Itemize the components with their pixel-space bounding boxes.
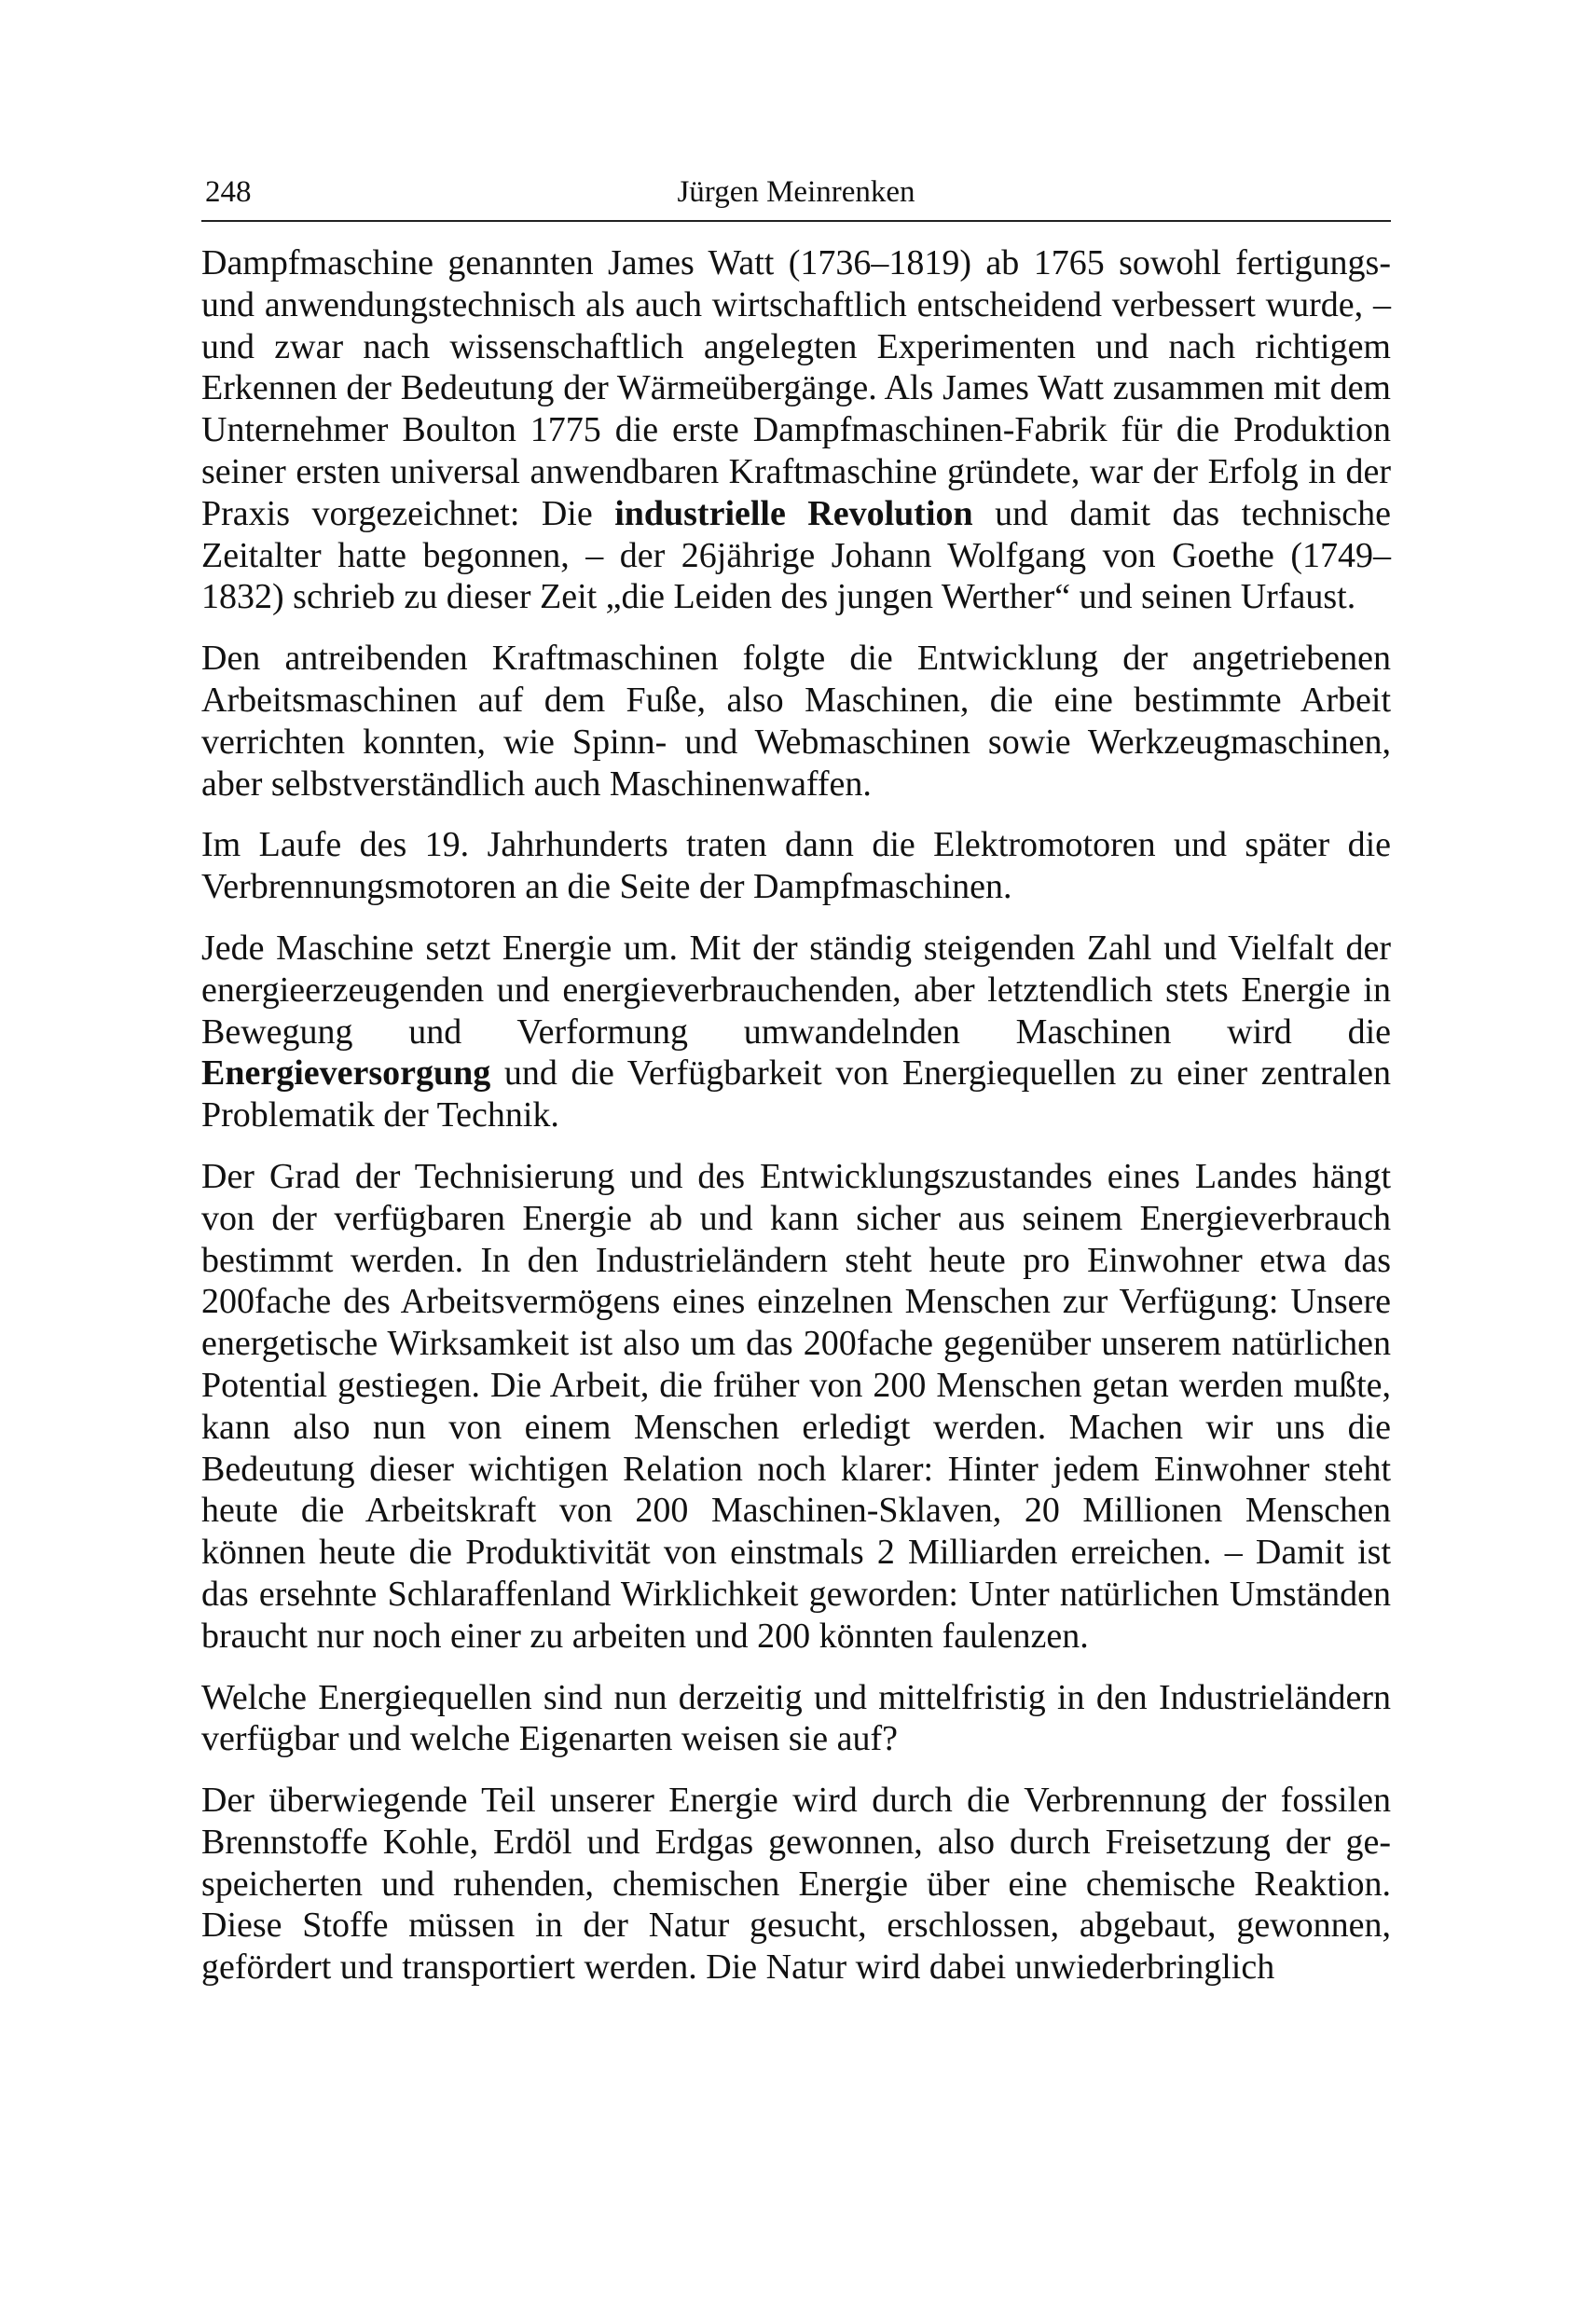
body-text — [201, 242, 1391, 1989]
text-run: Den antreibenden Kraftmaschinen folgte die Entwicklung der angetriebenen Arbeitsmaschinen auf dem Fuße, also Maschinen, die eine bestimmte Arbeit verrichten konnten, wie Spinn- und Webmaschinen sowie Werkzeugmaschinen, aber selbstverständlich auch Maschinenwaffen. — [201, 639, 1391, 804]
bold-term: Energieversorgung — [201, 1053, 491, 1094]
paragraph — [201, 242, 1391, 618]
book-page — [201, 164, 1391, 1989]
paragraph — [201, 1156, 1391, 1658]
text-run: Jede Maschine setzt Energie um. Mit der ständig steigenden Zahl und Vielfalt der energieerzeugenden und energieverbrauchenden, aber letztendlich stets Energie in Bewegung und Verformung umwandelnden Maschinen wird die — [201, 928, 1391, 1052]
running-header — [201, 164, 1391, 222]
text-run: Dampfmaschine genannten James Watt (1736–1819) ab 1765 sowohl fertigungs- und anwendungstechnisch als auch wirtschaftlich entscheidend verbessert wurde, – und zwar nach wissenschaftlich angelegten Experimenten und nach richtigem Erkennen der Bedeutung der Wärmeübergänge. Als James Watt zusammen mit dem Unternehmer Boulton 1775 die erste Dampfmaschinen-Fabrik für die Produktion seiner ersten universal anwendbaren Kraftmaschine gründete, war der Erfolg in der Praxis vorgezeichnet: Die — [201, 243, 1391, 533]
running-title: Jürgen Meinrenken — [677, 175, 915, 209]
paragraph — [201, 1677, 1391, 1761]
paragraph — [201, 1780, 1391, 1989]
bold-term: industrielle Revolution — [614, 493, 973, 533]
paragraph — [201, 638, 1391, 805]
text-run: Der überwiegende Teil unserer Energie wird durch die Verbrennung der fossilen Brennstoffe Kohle, Erdöl und Erdgas gewonnen, also durch Freisetzung der gespeicherten und ruhenden, chemischen Energie über eine chemische Reaktion. Diese Stoffe müssen in der Natur gesucht, erschlossen, abgebaut, gewonnen, gefördert und transportiert werden. Die Natur wird dabei unwiederbringlich — [201, 1781, 1391, 1988]
text-run: Welche Energiequellen sind nun derzeitig und mittelfristig in den Industrieländern verfügbar und welche Eigenarten weisen sie auf? — [201, 1677, 1391, 1759]
text-run: und damit das technische Zeitalter hatte begonnen, – der 26jährige Johann Wolfgang von Goethe (1749–1832) schrieb zu dieser Zeit „die Leiden des jungen Werther“ und seinen Urfaust. — [201, 493, 1391, 617]
text-run: Im Laufe des 19. Jahrhunderts traten dann die Elektromotoren und später die Verbrennungsmotoren an die Seite der Dampfmaschinen. — [201, 825, 1391, 907]
text-run: und die Verfügbarkeit von Energiequellen zu einer zentralen Problematik der Technik. — [201, 1053, 1391, 1135]
page-number: 248 — [205, 175, 252, 209]
text-run: Der Grad der Technisierung und des Entwicklungszustandes eines Landes hängt von der verfügbaren Energie ab und kann sicher aus seinem Energieverbrauch bestimmt werden. In den Industrieländern steht heute pro Einwohner etwa das 200fache des Arbeitsvermögens eines einzelnen Menschen zur Verfügung: Unsere energetische Wirksamkeit ist also um das 200fache gegenüber unserem natürlichen Potential gestiegen. Die Arbeit, die früher von 200 Menschen getan werden mußte, kann also nun von einem Menschen erledigt werden. Machen wir uns die Bedeutung dieser wichtigen Relation noch klarer: Hinter jedem Einwohner steht heute die Arbeitskraft von 200 Maschinen-Sklaven, 20 Millionen Menschen können heute die Produktivität von einstmals 2 Milliarden erreichen. – Damit ist das ersehnte Schlaraffenland Wirklichkeit geworden: Unter natürlichen Umständen braucht nur noch einer zu arbeiten und 200 könnten faulenzen. — [201, 1156, 1391, 1656]
paragraph — [201, 824, 1391, 908]
paragraph — [201, 928, 1391, 1136]
